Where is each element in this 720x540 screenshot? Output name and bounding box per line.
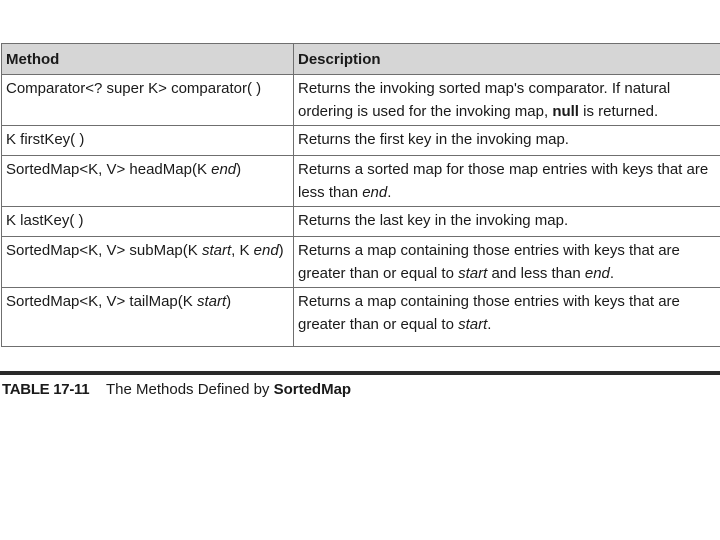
method-param: start	[201, 242, 232, 259]
method-cell	[2, 156, 294, 207]
method-param: end	[253, 242, 279, 259]
method-cell: K firstKey( )	[2, 126, 294, 156]
method-column-header: Method	[2, 44, 294, 75]
method-text: SortedMap<K, V> headMap(K	[6, 161, 212, 178]
description-param: start	[458, 316, 488, 333]
method-cell	[2, 237, 294, 288]
description-text: Returns a sorted map for those map entries with keys that are less than	[298, 161, 709, 201]
method-cell	[2, 288, 294, 347]
description-param: start	[458, 265, 488, 282]
method-text: SortedMap<K, V> subMap(K	[6, 242, 202, 259]
description-text: .	[609, 265, 615, 282]
table-row	[2, 126, 720, 156]
description-cell	[294, 156, 720, 207]
description-text: Returns the invoking sorted map's comparator. If natural ordering is used for the invoking map,	[298, 80, 671, 120]
table-row	[2, 75, 720, 126]
method-cell: Comparator<? super K> comparator( )	[2, 75, 294, 126]
description-cell	[294, 75, 720, 126]
method-text: SortedMap<K, V> tailMap(K	[6, 293, 197, 310]
description-cell	[294, 288, 720, 347]
methods-table-container	[1, 43, 720, 347]
table-row	[2, 207, 720, 237]
description-text: .	[487, 316, 492, 333]
table-header-row	[2, 44, 720, 75]
description-text: is returned.	[578, 103, 659, 120]
description-text: and less than	[487, 265, 585, 282]
method-cell: K lastKey( )	[2, 207, 294, 237]
table-caption-label: TABLE 17-11	[2, 381, 90, 398]
method-param: start	[196, 293, 227, 310]
table-row	[2, 156, 720, 207]
description-param: end	[362, 184, 388, 201]
description-param: end	[584, 265, 610, 282]
method-param: end	[211, 161, 237, 178]
description-keyword: null	[552, 103, 579, 120]
description-text: .	[387, 184, 392, 201]
description-cell	[294, 126, 720, 156]
method-text: )	[236, 161, 242, 178]
table-caption	[0, 371, 720, 401]
table-caption-text: The Methods Defined by	[106, 381, 274, 398]
table-row	[2, 237, 720, 288]
description-column-header: Description	[294, 44, 720, 75]
table-caption-class-name: SortedMap	[273, 381, 352, 398]
method-text: , K	[231, 242, 254, 259]
description-text: Returns a map containing those entries with keys that are greater than or equal to	[298, 242, 680, 282]
method-text: )	[226, 293, 232, 310]
description-cell	[294, 207, 720, 237]
description-cell	[294, 237, 720, 288]
description-text: Returns a map containing those entries with keys that are greater than or equal to	[298, 293, 680, 333]
description-text: Returns the last key in the invoking map.	[298, 212, 569, 229]
methods-table	[1, 43, 720, 347]
description-text: Returns the first key in the invoking map.	[298, 131, 569, 148]
method-text: )	[278, 242, 284, 259]
table-row	[2, 288, 720, 347]
